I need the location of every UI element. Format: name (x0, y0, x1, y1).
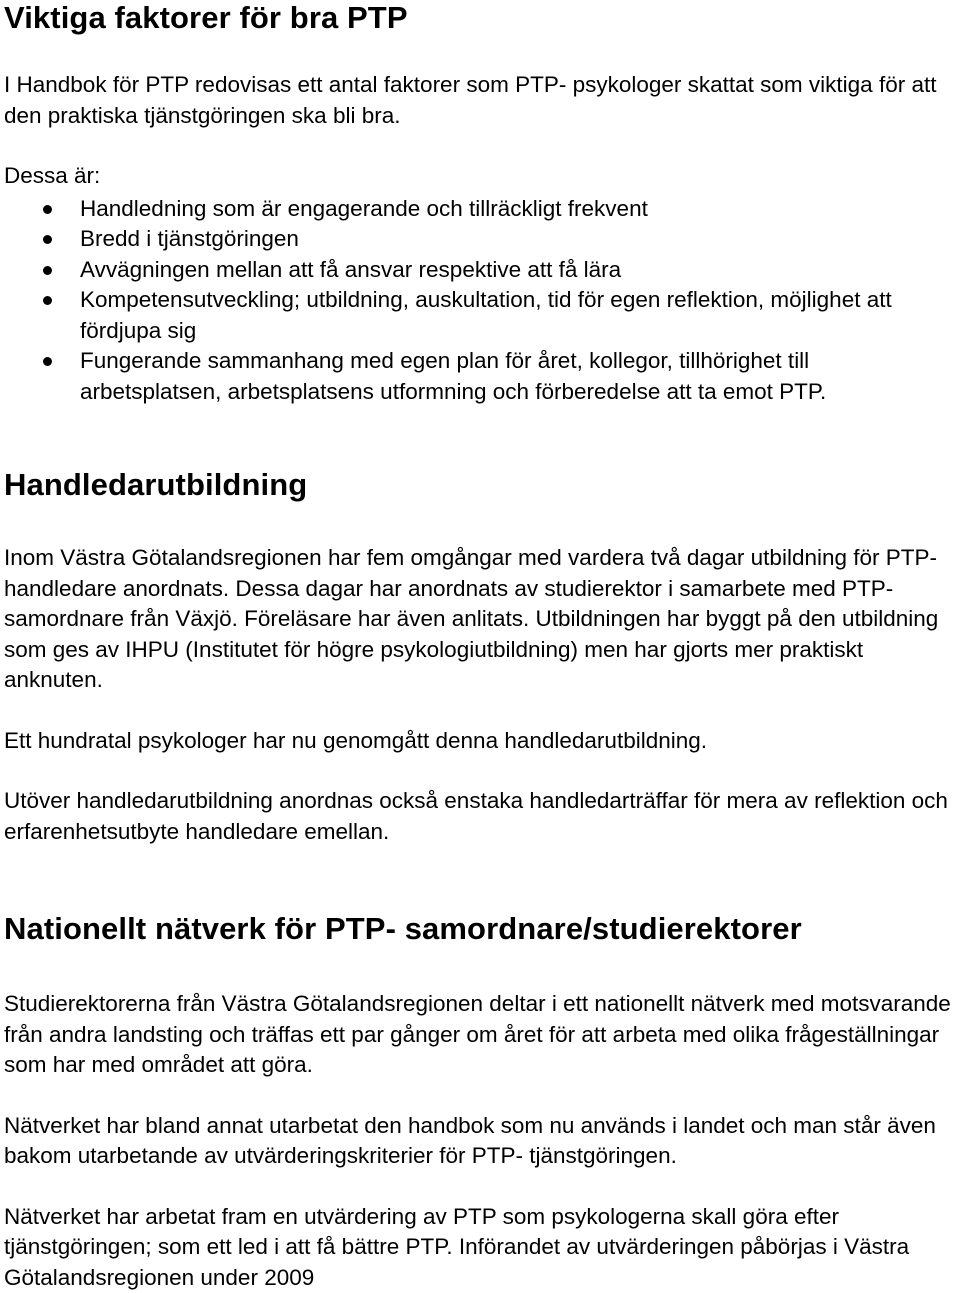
list-item-text: Fungerande sammanhang med egen plan för året, kollegor, tillhörighet till arbetsplatsen, arbetsplatsens utformning och förberedelse att ta emot PTP. (80, 348, 826, 404)
list-item-text: Kompetensutveckling; utbildning, auskultation, tid för egen reflektion, möjlighet att fördjupa sig (80, 287, 892, 343)
bullet-icon (43, 357, 52, 366)
bullet-icon (43, 235, 52, 244)
bullet-icon (43, 266, 52, 275)
bullet-icon (43, 296, 52, 305)
list-item-text: Avvägningen mellan att få ansvar respektive att få lära (80, 257, 621, 282)
list-item-text: Handledning som är engagerande och tillräckligt frekvent (80, 196, 648, 221)
supervisor-training-paragraph: Ett hundratal psykologer har nu genomgått denna handledarutbildning. (4, 726, 956, 757)
supervisor-training-paragraph: Inom Västra Götalandsregionen har fem omgångar med vardera två dagar utbildning för PTP- handledare anordnats. Dessa dagar har anordnats av studierektor i samarbete med PTP- samordnare från Växjö. Föreläsare har även anlitats. Utbildningen har byggt på den utbildning som ges av IHPU (Institutet för högre psykologiutbildning) men har gjorts mer praktiskt anknuten. (4, 543, 956, 696)
section-title-network: Nationellt nätverk för PTP- samordnare/studierektorer (4, 911, 956, 947)
factors-bullet-list (4, 194, 956, 408)
list-item (4, 346, 956, 407)
list-item (4, 194, 956, 225)
network-paragraph: Studierektorerna från Västra Götalandsregionen deltar i ett nationellt nätverk med motsvarande från andra landsting och träffas ett par gånger om året för att arbeta med olika frågeställningar som har med området att göra. (4, 989, 956, 1081)
supervisor-training-paragraph: Utöver handledarutbildning anordnas också enstaka handledarträffar för mera av reflektion och erfarenhetsutbyte handledare emellan. (4, 786, 956, 847)
section-title-factors: Viktiga faktorer för bra PTP (4, 0, 956, 36)
factors-intro-paragraph: I Handbok för PTP redovisas ett antal faktorer som PTP- psykologer skattat som viktiga för att den praktiska tjänstgöringen ska bli bra. (4, 70, 956, 131)
list-item (4, 255, 956, 286)
network-paragraph: Nätverket har arbetat fram en utvärdering av PTP som psykologerna skall göra efter tjänstgöringen; som ett led i att få bättre PTP. Införandet av utvärderingen påbörjas i Västra Götalandsregionen under 2009 (4, 1202, 956, 1293)
section-title-supervisor-training: Handledarutbildning (4, 467, 956, 503)
network-paragraph: Nätverket har bland annat utarbetat den handbok som nu används i landet och man står även bakom utarbetande av utvärderingskriterier för PTP- tjänstgöringen. (4, 1111, 956, 1172)
list-item (4, 285, 956, 346)
bullet-icon (43, 205, 52, 214)
document-page (4, 0, 956, 1293)
factors-list-lead: Dessa är: (4, 161, 956, 192)
list-item (4, 224, 956, 255)
list-item-text: Bredd i tjänstgöringen (80, 226, 299, 251)
